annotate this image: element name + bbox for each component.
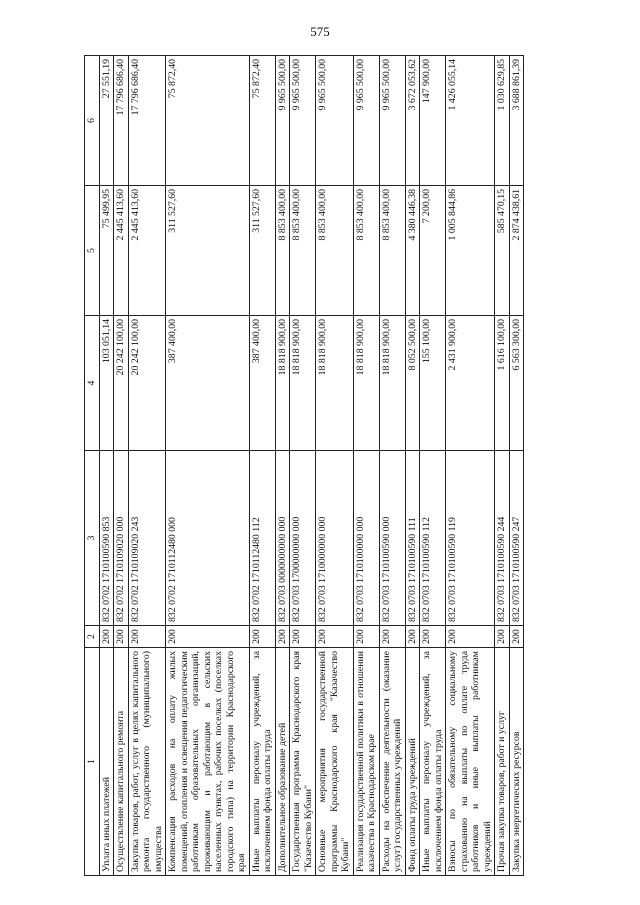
row-value-col4: 103 051,14 bbox=[99, 316, 114, 451]
row-value-col6: 75 872,40 bbox=[249, 56, 275, 186]
table-row bbox=[446, 56, 495, 876]
row-kbk-code: 832 0702 1710109020 000 bbox=[114, 451, 129, 626]
column-header: 2 bbox=[85, 626, 100, 648]
row-kbk-code: 832 0703 1710100590 119 bbox=[446, 451, 495, 626]
row-value-col5: 311 527,60 bbox=[166, 186, 250, 316]
row-code: 200 bbox=[509, 626, 524, 648]
row-name: Иные выплаты персоналу учреждений, за исключением фонда оплаты труда bbox=[420, 648, 446, 876]
row-value-col5: 311 527,60 bbox=[249, 186, 275, 316]
row-value-col6: 17 796 686,40 bbox=[114, 56, 129, 186]
row-kbk-code: 832 0703 1700000000 000 bbox=[290, 451, 316, 626]
row-value-col5: 8 853 400,00 bbox=[379, 186, 405, 316]
header-row bbox=[85, 56, 100, 876]
row-value-col5: 1 005 844,86 bbox=[446, 186, 495, 316]
row-kbk-code: 832 0703 0000000000 000 bbox=[275, 451, 290, 626]
row-code: 200 bbox=[420, 626, 446, 648]
budget-table bbox=[84, 55, 524, 876]
row-value-col4: 387 400,00 bbox=[166, 316, 250, 451]
row-name: Фонд оплаты труда учреждений bbox=[405, 648, 420, 876]
row-name: Расходы на обеспечение деятельности (оказание услуг) государственных учреждений bbox=[379, 648, 405, 876]
row-name: Основные мероприятия государственной программы Краснодарского края "Казачество Кубани" bbox=[316, 648, 354, 876]
row-value-col4: 18 818 900,00 bbox=[275, 316, 290, 451]
row-code: 200 bbox=[353, 626, 379, 648]
column-header: 3 bbox=[85, 451, 100, 626]
row-code: 200 bbox=[495, 626, 510, 648]
table-row bbox=[316, 56, 354, 876]
row-code: 200 bbox=[379, 626, 405, 648]
row-value-col5: 8 853 400,00 bbox=[316, 186, 354, 316]
row-kbk-code: 832 0703 1710100590 111 bbox=[405, 451, 420, 626]
table-row bbox=[99, 56, 114, 876]
table-row bbox=[275, 56, 290, 876]
row-name: Дополнительное образование детей bbox=[275, 648, 290, 876]
table-row bbox=[405, 56, 420, 876]
row-name: Взносы по обязательному социальному страхованию на выплаты по оплате труда работников и иные выплаты работникам учреждений bbox=[446, 648, 495, 876]
row-value-col5: 75 499,95 bbox=[99, 186, 114, 316]
table-row bbox=[509, 56, 524, 876]
rotated-table-container bbox=[84, 56, 540, 876]
row-value-col5: 8 853 400,00 bbox=[353, 186, 379, 316]
row-kbk-code: 832 0702 1710109020 243 bbox=[128, 451, 166, 626]
table-row bbox=[353, 56, 379, 876]
row-name: Закупка энергетических ресурсов bbox=[509, 648, 524, 876]
table-row bbox=[420, 56, 446, 876]
row-kbk-code: 832 0702 1710100590 853 bbox=[99, 451, 114, 626]
row-kbk-code: 832 0703 1710100590 244 bbox=[495, 451, 510, 626]
row-name: Закупка товаров, работ, услуг в целях капитального ремонта государственного (муниципального) имущества bbox=[128, 648, 166, 876]
row-value-col4: 18 818 900,00 bbox=[290, 316, 316, 451]
row-value-col5: 2 445 413,60 bbox=[128, 186, 166, 316]
row-code: 200 bbox=[316, 626, 354, 648]
row-value-col4: 2 431 900,00 bbox=[446, 316, 495, 451]
row-code: 200 bbox=[405, 626, 420, 648]
table-row bbox=[114, 56, 129, 876]
row-code: 200 bbox=[99, 626, 114, 648]
row-value-col5: 8 853 400,00 bbox=[275, 186, 290, 316]
row-value-col6: 3 672 053,62 bbox=[405, 56, 420, 186]
row-value-col6: 1 426 055,14 bbox=[446, 56, 495, 186]
row-value-col4: 18 818 900,00 bbox=[316, 316, 354, 451]
row-value-col6: 9 965 500,00 bbox=[275, 56, 290, 186]
row-code: 200 bbox=[446, 626, 495, 648]
row-value-col4: 20 242 100,00 bbox=[114, 316, 129, 451]
table-row bbox=[249, 56, 275, 876]
row-name: Уплата иных платежей bbox=[99, 648, 114, 876]
column-header: 6 bbox=[85, 56, 100, 186]
table-row bbox=[128, 56, 166, 876]
table-row bbox=[166, 56, 250, 876]
row-code: 200 bbox=[128, 626, 166, 648]
row-value-col4: 1 616 100,00 bbox=[495, 316, 510, 451]
row-value-col6: 9 965 500,00 bbox=[379, 56, 405, 186]
row-value-col5: 2 445 413,60 bbox=[114, 186, 129, 316]
row-value-col4: 8 052 500,00 bbox=[405, 316, 420, 451]
row-value-col5: 7 200,00 bbox=[420, 186, 446, 316]
row-code: 200 bbox=[114, 626, 129, 648]
row-name: Иные выплаты персоналу учреждений, за исключением фонда оплаты труда bbox=[249, 648, 275, 876]
row-value-col4: 20 242 100,00 bbox=[128, 316, 166, 451]
row-value-col5: 2 874 438,61 bbox=[509, 186, 524, 316]
row-value-col6: 147 900,00 bbox=[420, 56, 446, 186]
row-kbk-code: 832 0703 1710000000 000 bbox=[316, 451, 354, 626]
row-value-col5: 585 470,15 bbox=[495, 186, 510, 316]
row-value-col4: 18 818 900,00 bbox=[379, 316, 405, 451]
row-kbk-code: 832 0702 1710112480 000 bbox=[166, 451, 250, 626]
row-kbk-code: 832 0703 1710100000 000 bbox=[353, 451, 379, 626]
column-header: 4 bbox=[85, 316, 100, 451]
row-code: 200 bbox=[290, 626, 316, 648]
row-value-col6: 9 965 500,00 bbox=[353, 56, 379, 186]
row-value-col6: 1 030 629,85 bbox=[495, 56, 510, 186]
table-row bbox=[495, 56, 510, 876]
row-name: Государственная программа Краснодарского края "Казачество Кубани" bbox=[290, 648, 316, 876]
row-kbk-code: 832 0703 1710100590 247 bbox=[509, 451, 524, 626]
row-value-col4: 18 818 900,00 bbox=[353, 316, 379, 451]
row-value-col5: 8 853 400,00 bbox=[290, 186, 316, 316]
table-row bbox=[290, 56, 316, 876]
page-number: 575 bbox=[310, 24, 330, 39]
row-value-col6: 9 965 500,00 bbox=[290, 56, 316, 186]
row-name: Реализация государственной политики в отношении казачества в Краснодарском крае bbox=[353, 648, 379, 876]
row-code: 200 bbox=[249, 626, 275, 648]
column-header: 5 bbox=[85, 186, 100, 316]
row-value-col6: 9 965 500,00 bbox=[316, 56, 354, 186]
row-value-col6: 3 688 861,39 bbox=[509, 56, 524, 186]
row-value-col4: 155 100,00 bbox=[420, 316, 446, 451]
row-value-col6: 27 551,19 bbox=[99, 56, 114, 186]
column-header: 1 bbox=[85, 648, 100, 876]
row-value-col6: 17 796 686,40 bbox=[128, 56, 166, 186]
row-code: 200 bbox=[166, 626, 250, 648]
row-name: Осуществление капитального ремонта bbox=[114, 648, 129, 876]
row-code: 200 bbox=[275, 626, 290, 648]
row-value-col4: 387 400,00 bbox=[249, 316, 275, 451]
row-kbk-code: 832 0703 1710100590 000 bbox=[379, 451, 405, 626]
row-name: Прочая закупка товаров, работ и услуг bbox=[495, 648, 510, 876]
row-value-col6: 75 872,40 bbox=[166, 56, 250, 186]
row-name: Компенсация расходов на оплату жилых помещений, отопления и освещения педагогическим работникам образовательных организаций, проживающим и работающим в сельских населенных пунктах, рабочих поселках (поселках городского типа) на территории Краснодарского края bbox=[166, 648, 250, 876]
table-row bbox=[379, 56, 405, 876]
row-kbk-code: 832 0702 1710112480 112 bbox=[249, 451, 275, 626]
row-value-col5: 4 380 446,38 bbox=[405, 186, 420, 316]
row-value-col4: 6 563 300,00 bbox=[509, 316, 524, 451]
row-kbk-code: 832 0703 1710100590 112 bbox=[420, 451, 446, 626]
